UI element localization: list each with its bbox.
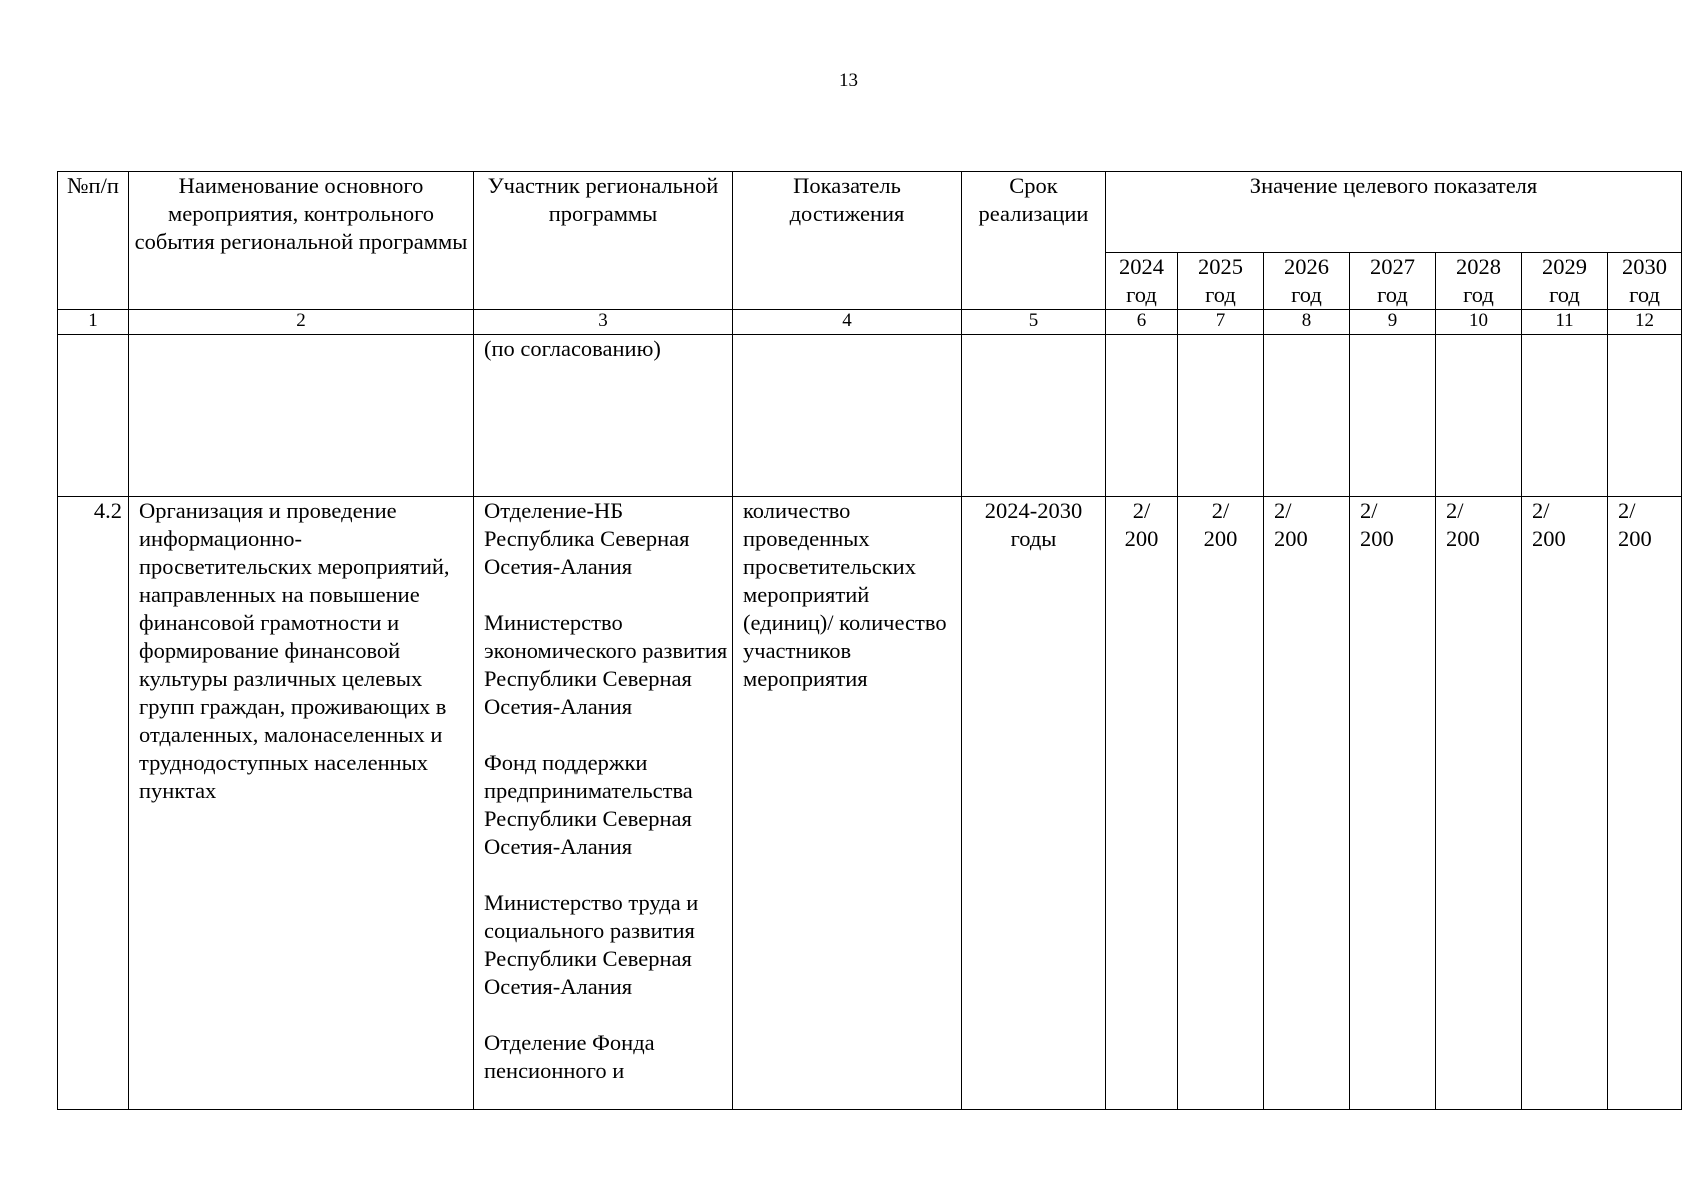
empty-cell xyxy=(1264,335,1350,497)
year-label: 2028 xyxy=(1456,254,1501,279)
header-target-value: Значение целевого показателя xyxy=(1106,172,1682,253)
value-count: 2/ xyxy=(1274,498,1292,523)
empty-cell xyxy=(1608,335,1682,497)
value-participants: 200 xyxy=(1618,526,1652,551)
continuation-row xyxy=(58,335,1682,497)
target-value-2026 xyxy=(1264,497,1350,1110)
column-number: 10 xyxy=(1436,310,1522,335)
value-count: 2/ xyxy=(1532,498,1550,523)
period-cell: 2024-2030 годы xyxy=(962,497,1106,1110)
empty-cell xyxy=(1436,335,1522,497)
header-year-2029 xyxy=(1522,253,1608,310)
column-number: 4 xyxy=(733,310,962,335)
year-label: 2027 xyxy=(1370,254,1415,279)
value-count: 2/ xyxy=(1360,498,1378,523)
year-unit: год xyxy=(1629,282,1660,307)
header-name: Наименование основного мероприятия, контрольного события региональной программы xyxy=(129,172,474,310)
value-participants: 200 xyxy=(1124,526,1159,551)
year-label: 2025 xyxy=(1198,254,1243,279)
value-participants: 200 xyxy=(1532,526,1566,551)
empty-cell xyxy=(58,335,129,497)
row-number: 4.2 xyxy=(58,497,129,1110)
target-value-2024 xyxy=(1106,497,1178,1110)
header-indicator: Показатель достижения xyxy=(733,172,962,310)
event-name: Организация и проведение информационно-просветительских мероприятий, направленных на повышение финансовой грамотности и формирование финансовой культуры различных целевых групп граждан, проживающих в отдаленных, малонаселенных и труднодоступных населенных пунктах xyxy=(129,497,474,1110)
header-number: №п/п xyxy=(58,172,129,310)
column-number: 3 xyxy=(474,310,733,335)
empty-cell xyxy=(1178,335,1264,497)
value-count: 2/ xyxy=(1446,498,1464,523)
value-count: 2/ xyxy=(1618,498,1636,523)
header-year-2028 xyxy=(1436,253,1522,310)
column-number: 11 xyxy=(1522,310,1608,335)
indicator-cell: количество проведенных просветительских мероприятий (единиц)/ количество участников мероприятия xyxy=(733,497,962,1110)
year-unit: год xyxy=(1126,282,1157,307)
participant-item: Отделение-НБ Республика Северная Осетия-Алания xyxy=(484,498,690,579)
year-unit: год xyxy=(1291,282,1322,307)
empty-cell xyxy=(733,335,962,497)
value-participants: 200 xyxy=(1360,526,1394,551)
header-year-2025 xyxy=(1178,253,1264,310)
target-value-2028 xyxy=(1436,497,1522,1110)
year-label: 2030 xyxy=(1622,254,1668,279)
year-unit: год xyxy=(1463,282,1494,307)
empty-cell xyxy=(129,335,474,497)
year-label: 2029 xyxy=(1542,254,1587,279)
participant-item: Отделение Фонда пенсионного и xyxy=(484,1030,655,1083)
header-period: Срок реализации xyxy=(962,172,1106,310)
table-row xyxy=(58,497,1682,1110)
value-count: 2/ xyxy=(1211,498,1230,523)
empty-cell xyxy=(962,335,1106,497)
column-number: 9 xyxy=(1350,310,1436,335)
empty-cell xyxy=(1106,335,1178,497)
value-count: 2/ xyxy=(1132,498,1151,523)
participant-item: Фонд поддержки предпринимательства Республики Северная Осетия-Алания xyxy=(484,750,693,859)
value-participants: 200 xyxy=(1203,526,1238,551)
empty-cell xyxy=(1522,335,1608,497)
year-label: 2026 xyxy=(1284,254,1329,279)
value-participants: 200 xyxy=(1446,526,1480,551)
participant-item: Министерство экономического развития Республики Северная Осетия-Алания xyxy=(484,610,728,719)
column-number: 7 xyxy=(1178,310,1264,335)
header-row xyxy=(58,172,1682,253)
header-year-2027 xyxy=(1350,253,1436,310)
target-value-2029 xyxy=(1522,497,1608,1110)
column-number: 2 xyxy=(129,310,474,335)
year-unit: год xyxy=(1377,282,1408,307)
empty-cell xyxy=(1350,335,1436,497)
participant-item: Министерство труда и социального развития Республики Северная Осетия-Алания xyxy=(484,890,699,999)
target-value-2030 xyxy=(1608,497,1682,1110)
header-year-2024 xyxy=(1106,253,1178,310)
participants-cell xyxy=(474,497,733,1110)
page-number: 13 xyxy=(839,70,858,91)
column-number-row xyxy=(58,310,1682,335)
header-year-2026 xyxy=(1264,253,1350,310)
target-value-2025 xyxy=(1178,497,1264,1110)
header-year-2030 xyxy=(1608,253,1682,310)
year-unit: год xyxy=(1549,282,1580,307)
header-participant: Участник региональной программы xyxy=(474,172,733,310)
target-value-2027 xyxy=(1350,497,1436,1110)
column-number: 12 xyxy=(1608,310,1682,335)
column-number: 6 xyxy=(1106,310,1178,335)
column-number: 5 xyxy=(962,310,1106,335)
column-number: 1 xyxy=(58,310,129,335)
value-participants: 200 xyxy=(1274,526,1308,551)
program-table xyxy=(57,171,1682,1110)
year-unit: год xyxy=(1205,282,1236,307)
year-label: 2024 xyxy=(1119,254,1164,279)
column-number: 8 xyxy=(1264,310,1350,335)
participant-continuation: (по согласованию) xyxy=(474,335,733,497)
